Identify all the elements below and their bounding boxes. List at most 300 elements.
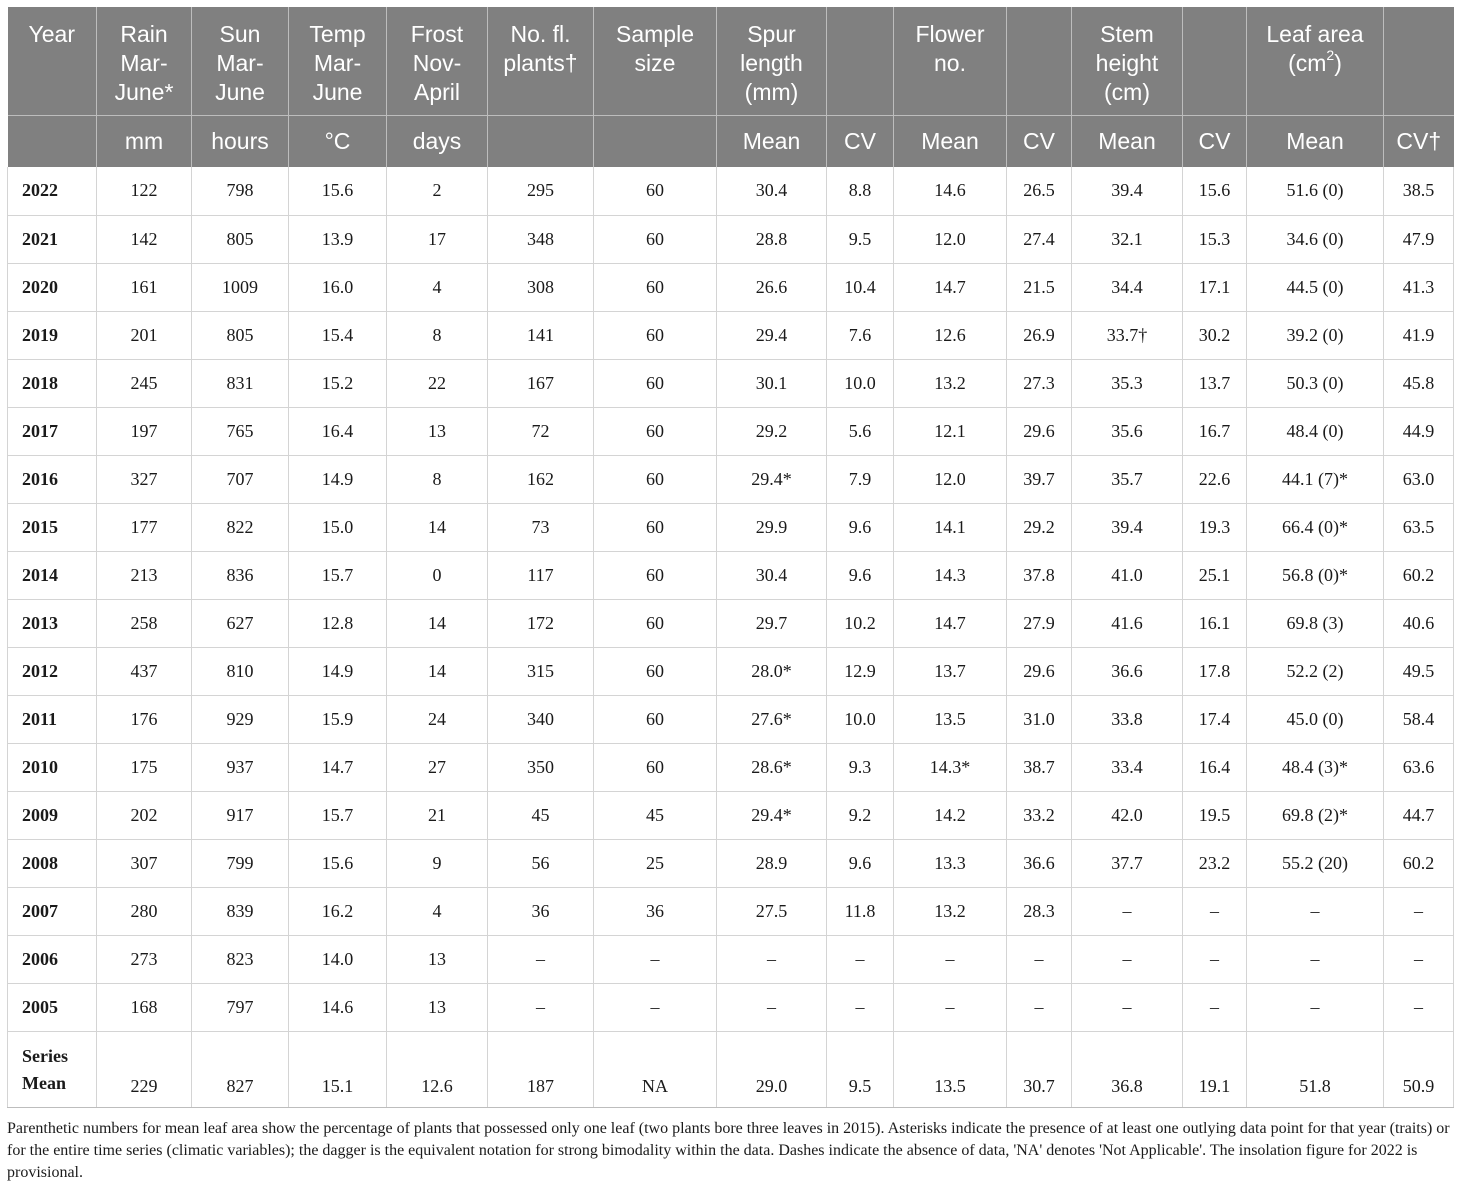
table-cell: 177: [97, 503, 192, 551]
table-cell: 13.2: [894, 359, 1007, 407]
table-cell: 26.9: [1007, 311, 1072, 359]
table-cell: 41.3: [1384, 263, 1454, 311]
header-unit-cell: Mean: [894, 115, 1007, 167]
year-cell: 2012: [8, 647, 97, 695]
table-row: [8, 983, 1454, 1031]
table-cell: 16.2: [289, 887, 387, 935]
table-row: [8, 455, 1454, 503]
table-cell: 13: [387, 407, 488, 455]
table-cell: 9.6: [827, 503, 894, 551]
table-cell: 805: [192, 215, 289, 263]
header-label: Spur length (mm): [740, 21, 803, 105]
table-cell: 60: [594, 695, 717, 743]
series-mean-cell: 187: [488, 1031, 594, 1107]
table-cell: 16.0: [289, 263, 387, 311]
table-cell: 26.6: [717, 263, 827, 311]
table-cell: 8: [387, 311, 488, 359]
year-cell: 2017: [8, 407, 97, 455]
table-cell: 172: [488, 599, 594, 647]
header-unit-cell: CV: [827, 115, 894, 167]
header-label: Stem height (cm): [1095, 21, 1159, 105]
series-mean-cell: 12.6: [387, 1031, 488, 1107]
table-cell: 34.4: [1072, 263, 1183, 311]
header-unit-cell: mm: [97, 115, 192, 167]
table-cell: 15.4: [289, 311, 387, 359]
table-cell: 141: [488, 311, 594, 359]
table-cell: –: [488, 935, 594, 983]
table-row: [8, 839, 1454, 887]
table-cell: 28.6*: [717, 743, 827, 791]
data-table: [7, 7, 1454, 1108]
table-cell: 60: [594, 359, 717, 407]
table-cell: 41.9: [1384, 311, 1454, 359]
table-cell: 36.6: [1007, 839, 1072, 887]
table-cell: 15.6: [1183, 167, 1247, 215]
table-cell: –: [827, 935, 894, 983]
table-row: [8, 311, 1454, 359]
table-cell: 29.6: [1007, 647, 1072, 695]
table-cell: 168: [97, 983, 192, 1031]
table-cell: 258: [97, 599, 192, 647]
table-cell: 55.2 (20): [1247, 839, 1384, 887]
header-cell: [1183, 7, 1247, 115]
table-cell: 17.4: [1183, 695, 1247, 743]
table-cell: 822: [192, 503, 289, 551]
table-row: [8, 263, 1454, 311]
table-cell: 9.3: [827, 743, 894, 791]
table-cell: 39.7: [1007, 455, 1072, 503]
table-cell: 10.4: [827, 263, 894, 311]
table-cell: 22.6: [1183, 455, 1247, 503]
table-cell: 60: [594, 407, 717, 455]
table-cell: 19.5: [1183, 791, 1247, 839]
table-cell: 8: [387, 455, 488, 503]
table-cell: –: [1183, 983, 1247, 1031]
table-cell: 29.4*: [717, 455, 827, 503]
table-cell: 12.0: [894, 455, 1007, 503]
table-cell: 50.3 (0): [1247, 359, 1384, 407]
table-cell: 831: [192, 359, 289, 407]
table-cell: 13.7: [1183, 359, 1247, 407]
header-cell: [1072, 7, 1183, 115]
table-cell: 161: [97, 263, 192, 311]
table-cell: 13.9: [289, 215, 387, 263]
table-cell: 117: [488, 551, 594, 599]
table-cell: –: [717, 935, 827, 983]
table-cell: 348: [488, 215, 594, 263]
table-cell: 9.6: [827, 839, 894, 887]
table-cell: 7.9: [827, 455, 894, 503]
table-cell: 12.1: [894, 407, 1007, 455]
header-label: No. fl. plants†: [503, 21, 578, 76]
table-cell: 2: [387, 167, 488, 215]
series-mean-cell: 827: [192, 1031, 289, 1107]
series-mean-cell: 51.8: [1247, 1031, 1384, 1107]
table-cell: 38.5: [1384, 167, 1454, 215]
table-cell: 308: [488, 263, 594, 311]
table-row: [8, 935, 1454, 983]
table-cell: 27.4: [1007, 215, 1072, 263]
table-cell: 30.2: [1183, 311, 1247, 359]
table-cell: 24: [387, 695, 488, 743]
table-cell: –: [827, 983, 894, 1031]
table-cell: 30.1: [717, 359, 827, 407]
table-cell: 60.2: [1384, 551, 1454, 599]
table-cell: 245: [97, 359, 192, 407]
series-mean-cell: NA: [594, 1031, 717, 1107]
series-mean-label-line1: Series: [22, 1045, 68, 1066]
table-cell: 14.3*: [894, 743, 1007, 791]
header-unit-cell: hours: [192, 115, 289, 167]
table-cell: 929: [192, 695, 289, 743]
table-cell: 48.4 (3)*: [1247, 743, 1384, 791]
series-mean-cell: 13.5: [894, 1031, 1007, 1107]
table-cell: 176: [97, 695, 192, 743]
table-cell: 15.3: [1183, 215, 1247, 263]
table-cell: –: [1384, 935, 1454, 983]
table-cell: 9.5: [827, 215, 894, 263]
table-cell: 29.6: [1007, 407, 1072, 455]
header-row-titles: [8, 7, 1454, 115]
table-cell: 437: [97, 647, 192, 695]
table-cell: 9.2: [827, 791, 894, 839]
table-cell: 25: [594, 839, 717, 887]
table-cell: 4: [387, 263, 488, 311]
table-cell: –: [1072, 887, 1183, 935]
table-cell: 627: [192, 599, 289, 647]
table-cell: 707: [192, 455, 289, 503]
table-cell: 8.8: [827, 167, 894, 215]
table-cell: 42.0: [1072, 791, 1183, 839]
table-cell: 16.1: [1183, 599, 1247, 647]
table-cell: 10.2: [827, 599, 894, 647]
table-cell: 45: [594, 791, 717, 839]
table-cell: 35.7: [1072, 455, 1183, 503]
table-cell: 60: [594, 167, 717, 215]
table-cell: 29.2: [1007, 503, 1072, 551]
table-row: [8, 551, 1454, 599]
table-cell: 15.7: [289, 791, 387, 839]
table-cell: 37.8: [1007, 551, 1072, 599]
table-cell: 201: [97, 311, 192, 359]
table-cell: 17: [387, 215, 488, 263]
table-row: [8, 599, 1454, 647]
table-cell: 10.0: [827, 359, 894, 407]
table-cell: 22: [387, 359, 488, 407]
table-cell: 27.9: [1007, 599, 1072, 647]
header-cell: [8, 7, 97, 115]
table-cell: 15.9: [289, 695, 387, 743]
header-cell: [1007, 7, 1072, 115]
table-cell: 14.9: [289, 455, 387, 503]
table-cell: 917: [192, 791, 289, 839]
header-unit-cell: days: [387, 115, 488, 167]
series-mean-cell: 15.1: [289, 1031, 387, 1107]
table-cell: 350: [488, 743, 594, 791]
data-table-container: [7, 7, 1453, 1108]
year-cell: 2013: [8, 599, 97, 647]
table-cell: 14.7: [289, 743, 387, 791]
table-cell: 142: [97, 215, 192, 263]
table-cell: 15.2: [289, 359, 387, 407]
table-row: [8, 695, 1454, 743]
table-cell: 27: [387, 743, 488, 791]
table-cell: 13: [387, 935, 488, 983]
table-cell: 47.9: [1384, 215, 1454, 263]
year-cell: 2015: [8, 503, 97, 551]
table-cell: 295: [488, 167, 594, 215]
table-cell: 315: [488, 647, 594, 695]
year-cell: 2005: [8, 983, 97, 1031]
table-row: [8, 167, 1454, 215]
table-cell: 41.6: [1072, 599, 1183, 647]
table-cell: 45.0 (0): [1247, 695, 1384, 743]
table-cell: –: [594, 935, 717, 983]
table-cell: 5.6: [827, 407, 894, 455]
header-row-units: [8, 115, 1454, 167]
table-cell: 60: [594, 263, 717, 311]
table-cell: 51.6 (0): [1247, 167, 1384, 215]
table-cell: 58.4: [1384, 695, 1454, 743]
table-cell: 45.8: [1384, 359, 1454, 407]
table-cell: 13: [387, 983, 488, 1031]
table-cell: 29.9: [717, 503, 827, 551]
header-cell: [192, 7, 289, 115]
header-unit-cell: CV: [1183, 115, 1247, 167]
table-cell: –: [1007, 935, 1072, 983]
table-cell: 32.1: [1072, 215, 1183, 263]
table-cell: 14.2: [894, 791, 1007, 839]
table-cell: –: [1247, 983, 1384, 1031]
table-cell: 60: [594, 743, 717, 791]
series-mean-cell: 9.5: [827, 1031, 894, 1107]
table-cell: 27.6*: [717, 695, 827, 743]
table-cell: 44.5 (0): [1247, 263, 1384, 311]
table-cell: –: [717, 983, 827, 1031]
table-cell: 9.6: [827, 551, 894, 599]
header-cell: [97, 7, 192, 115]
header-cell: [1384, 7, 1454, 115]
table-cell: 34.6 (0): [1247, 215, 1384, 263]
table-cell: 805: [192, 311, 289, 359]
table-cell: 28.9: [717, 839, 827, 887]
table-body: [8, 167, 1454, 1107]
table-cell: 39.4: [1072, 503, 1183, 551]
year-cell: 2016: [8, 455, 97, 503]
year-cell: 2011: [8, 695, 97, 743]
table-cell: –: [1247, 935, 1384, 983]
header-superscript: 2: [1326, 47, 1335, 64]
table-cell: –: [1384, 887, 1454, 935]
table-cell: 56.8 (0)*: [1247, 551, 1384, 599]
table-cell: 21: [387, 791, 488, 839]
table-cell: 11.8: [827, 887, 894, 935]
table-cell: 167: [488, 359, 594, 407]
table-cell: 29.4*: [717, 791, 827, 839]
table-cell: 27.5: [717, 887, 827, 935]
table-cell: 60: [594, 599, 717, 647]
table-cell: 765: [192, 407, 289, 455]
table-cell: 41.0: [1072, 551, 1183, 599]
year-cell: 2009: [8, 791, 97, 839]
series-mean-label-line2: Mean: [22, 1072, 66, 1093]
table-cell: 307: [97, 839, 192, 887]
table-cell: 44.1 (7)*: [1247, 455, 1384, 503]
table-cell: 16.4: [289, 407, 387, 455]
table-cell: 40.6: [1384, 599, 1454, 647]
table-cell: 28.8: [717, 215, 827, 263]
table-cell: 13.2: [894, 887, 1007, 935]
table-row: [8, 503, 1454, 551]
table-cell: 29.7: [717, 599, 827, 647]
table-cell: 69.8 (3): [1247, 599, 1384, 647]
table-cell: –: [894, 983, 1007, 1031]
year-cell: 2014: [8, 551, 97, 599]
table-cell: –: [1072, 983, 1183, 1031]
header-label: Frost Nov-April: [410, 21, 464, 105]
table-cell: –: [1384, 983, 1454, 1031]
table-cell: 14.0: [289, 935, 387, 983]
table-cell: –: [1183, 887, 1247, 935]
table-cell: 73: [488, 503, 594, 551]
table-cell: 340: [488, 695, 594, 743]
table-cell: 69.8 (2)*: [1247, 791, 1384, 839]
table-header: [8, 7, 1454, 167]
header-label: Sun Mar-June: [215, 21, 265, 105]
table-cell: 799: [192, 839, 289, 887]
year-cell: 2021: [8, 215, 97, 263]
header-label: Rain Mar-June*: [114, 21, 174, 105]
header-label: Leaf area (cm: [1266, 21, 1364, 76]
header-unit-cell: Mean: [717, 115, 827, 167]
year-cell: 2008: [8, 839, 97, 887]
table-cell: 175: [97, 743, 192, 791]
table-cell: 10.0: [827, 695, 894, 743]
header-cell: [289, 7, 387, 115]
table-cell: 7.6: [827, 311, 894, 359]
header-unit-cell: [594, 115, 717, 167]
table-cell: 16.4: [1183, 743, 1247, 791]
year-cell: 2022: [8, 167, 97, 215]
header-cell: [594, 7, 717, 115]
table-cell: –: [1072, 935, 1183, 983]
year-cell: 2010: [8, 743, 97, 791]
table-cell: 12.9: [827, 647, 894, 695]
table-cell: 27.3: [1007, 359, 1072, 407]
table-cell: 60: [594, 503, 717, 551]
table-cell: 823: [192, 935, 289, 983]
table-cell: 37.7: [1072, 839, 1183, 887]
table-cell: 49.5: [1384, 647, 1454, 695]
table-cell: 162: [488, 455, 594, 503]
table-cell: 63.5: [1384, 503, 1454, 551]
table-cell: 836: [192, 551, 289, 599]
table-cell: 202: [97, 791, 192, 839]
series-mean-cell: 30.7: [1007, 1031, 1072, 1107]
table-cell: 60.2: [1384, 839, 1454, 887]
table-row: [8, 215, 1454, 263]
header-unit-cell: CV†: [1384, 115, 1454, 167]
table-cell: 38.7: [1007, 743, 1072, 791]
table-cell: 44.7: [1384, 791, 1454, 839]
table-cell: –: [594, 983, 717, 1031]
year-cell: 2020: [8, 263, 97, 311]
table-row: [8, 887, 1454, 935]
table-cell: 19.3: [1183, 503, 1247, 551]
table-cell: 52.2 (2): [1247, 647, 1384, 695]
year-cell: 2018: [8, 359, 97, 407]
table-cell: 66.4 (0)*: [1247, 503, 1384, 551]
table-cell: 45: [488, 791, 594, 839]
table-cell: 30.4: [717, 551, 827, 599]
table-cell: 30.4: [717, 167, 827, 215]
series-mean-cell: 19.1: [1183, 1031, 1247, 1107]
table-cell: 9: [387, 839, 488, 887]
table-cell: 14: [387, 503, 488, 551]
header-unit-cell: Mean: [1072, 115, 1183, 167]
table-cell: 39.2 (0): [1247, 311, 1384, 359]
table-cell: 26.5: [1007, 167, 1072, 215]
header-unit-cell: Mean: [1247, 115, 1384, 167]
table-cell: 44.9: [1384, 407, 1454, 455]
table-cell: 17.1: [1183, 263, 1247, 311]
table-row: [8, 647, 1454, 695]
header-unit-cell: [488, 115, 594, 167]
table-cell: 35.3: [1072, 359, 1183, 407]
table-cell: 280: [97, 887, 192, 935]
table-cell: 14.7: [894, 599, 1007, 647]
table-cell: –: [1183, 935, 1247, 983]
table-cell: 25.1: [1183, 551, 1247, 599]
table-cell: 12.8: [289, 599, 387, 647]
table-cell: 213: [97, 551, 192, 599]
header-cell: [894, 7, 1007, 115]
header-cell: [1247, 7, 1384, 115]
table-cell: 14.6: [894, 167, 1007, 215]
table-row: [8, 791, 1454, 839]
series-mean-cell: 29.0: [717, 1031, 827, 1107]
table-cell: 60: [594, 215, 717, 263]
table-cell: 60: [594, 311, 717, 359]
table-cell: 797: [192, 983, 289, 1031]
table-cell: 327: [97, 455, 192, 503]
table-cell: 36.6: [1072, 647, 1183, 695]
table-cell: 56: [488, 839, 594, 887]
table-footnote: Parenthetic numbers for mean leaf area show the percentage of plants that possessed only one leaf (two plants bore three leaves in 2015). Asterisks indicate the presence of at least one outlying data point for that year (traits) or for the entire time series (climatic variables); the dagger is the equivalent notation for strong bimodality within the data. Dashes indicate the absence of data, 'NA' denotes 'Not Applicable'. The insolation figure for 2022 is provisional.: [7, 1120, 1450, 1181]
year-cell: 2006: [8, 935, 97, 983]
table-cell: –: [1247, 887, 1384, 935]
table-cell: 33.4: [1072, 743, 1183, 791]
header-label: Year: [28, 21, 75, 47]
header-unit-cell: CV: [1007, 115, 1072, 167]
table-cell: 36: [594, 887, 717, 935]
series-mean-row: [8, 1031, 1454, 1107]
table-cell: 16.7: [1183, 407, 1247, 455]
table-cell: 39.4: [1072, 167, 1183, 215]
table-cell: 14.7: [894, 263, 1007, 311]
table-cell: 13.5: [894, 695, 1007, 743]
table-cell: 13.7: [894, 647, 1007, 695]
table-cell: 23.2: [1183, 839, 1247, 887]
table-cell: 14.9: [289, 647, 387, 695]
table-cell: 839: [192, 887, 289, 935]
header-cell: [717, 7, 827, 115]
series-mean-cell: 50.9: [1384, 1031, 1454, 1107]
table-cell: 1009: [192, 263, 289, 311]
series-mean-cell: 36.8: [1072, 1031, 1183, 1107]
header-label: Sample size: [616, 21, 694, 76]
table-cell: 14.1: [894, 503, 1007, 551]
